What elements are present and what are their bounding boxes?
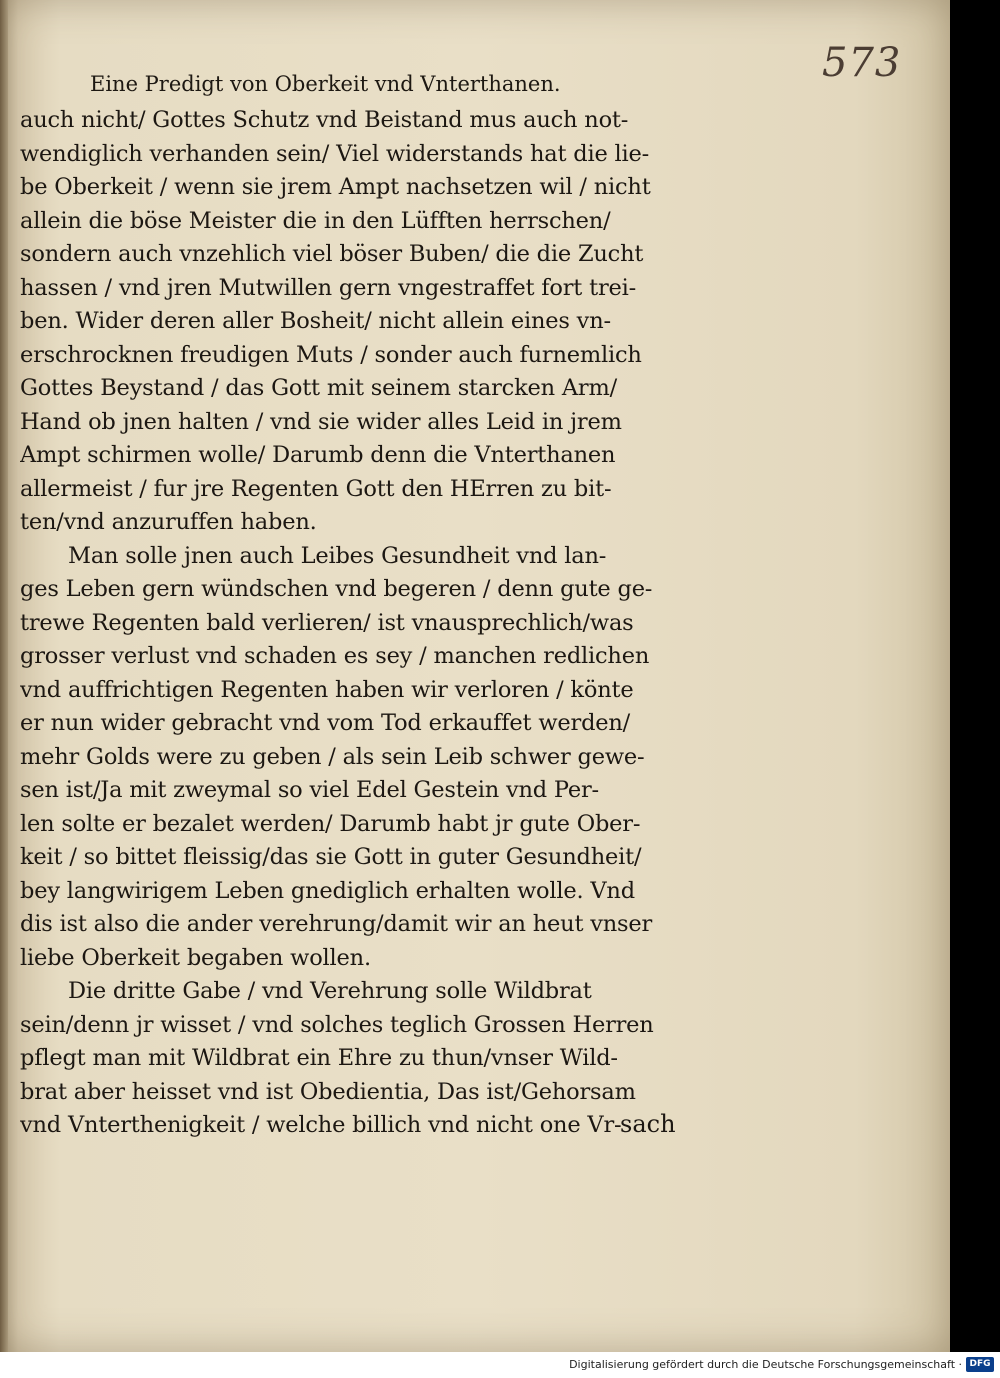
text-line: allermeist / fur jre Regenten Gott den HErren zu bit-	[20, 475, 612, 502]
text-line: vnd Vnterthenigkeit / welche billich vnd nicht one Vr-	[20, 1112, 622, 1138]
funding-credit: Digitalisierung gefördert durch die Deutsche Forschungsgemeinschaft ·	[569, 1358, 962, 1371]
text-line: Man solle jnen auch Leibes Gesundheit vnd lan-	[68, 542, 607, 569]
text-line: hassen / vnd jren Mutwillen gern vngestraffet fort trei-	[20, 274, 637, 301]
footer-bar	[0, 1352, 1000, 1378]
text-line: vnd auffrichtigen Regenten haben wir verloren / könte	[20, 676, 634, 703]
text-line: sondern auch vnzehlich viel böser Buben/ die die Zucht	[20, 241, 644, 267]
running-head: Eine Predigt von Oberkeit vnd Vnterthanen.	[90, 72, 561, 96]
catchword: sach	[620, 1110, 676, 1138]
text-line: sein/denn jr wisset / vnd solches teglich Grossen Herren	[20, 1011, 654, 1038]
text-line: Ampt schirmen wolle/ Darumb denn die Vnterthanen	[20, 442, 616, 468]
text-line: Hand ob jnen halten / vnd sie wider alles Leid in jrem	[20, 408, 622, 435]
text-line: ges Leben gern wündschen vnd begeren / denn gute ge-	[20, 576, 653, 602]
text-line: be Oberkeit / wenn sie jrem Ampt nachsetzen wil / nicht	[20, 174, 651, 200]
body-text	[20, 104, 680, 1143]
text-line: wendiglich verhanden sein/ Viel widerstands hat die lie-	[20, 140, 650, 167]
text-line: er nun wider gebracht vnd vom Tod erkauffet werden/	[20, 710, 631, 736]
text-line: keit / so bittet fleissig/das sie Gott in guter Gesundheit/	[20, 844, 642, 870]
text-line: sen ist/Ja mit zweymal so viel Edel Gestein vnd Per-	[20, 777, 599, 803]
text-line: ten/vnd anzuruffen haben.	[20, 509, 317, 535]
text-line: trewe Regenten bald verlieren/ ist vnausprechlich/was	[20, 609, 634, 636]
text-line: pflegt man mit Wildbrat ein Ehre zu thun/vnser Wild-	[20, 1045, 618, 1071]
text-line: brat aber heisset vnd ist Obedientia, Das ist/Gehorsam	[20, 1078, 636, 1105]
text-line: allein die böse Meister die in den Lüfften herrschen/	[20, 207, 611, 234]
text-line: liebe Oberkeit begaben wollen.	[20, 944, 371, 971]
dfg-logo-icon: DFG	[966, 1357, 994, 1372]
folio-number: 573	[822, 40, 902, 86]
text-line: bey langwirigem Leben gnediglich erhalten wolle. Vnd	[20, 877, 635, 904]
text-line: auch nicht/ Gottes Schutz vnd Beistand mus auch not-	[20, 107, 629, 133]
text-line: mehr Golds were zu geben / als sein Leib schwer gewe-	[20, 743, 645, 770]
text-line: Die dritte Gabe / vnd Verehrung solle Wildbrat	[68, 978, 592, 1004]
text-line: ben. Wider deren aller Bosheit/ nicht allein eines vn-	[20, 308, 611, 334]
text-line: Gottes Beystand / das Gott mit seinem starcken Arm/	[20, 375, 617, 401]
text-line: dis ist also die ander verehrung/damit wir an heut vnser	[20, 911, 653, 937]
text-line: erschrocknen freudigen Muts / sonder auch furnemlich	[20, 341, 642, 368]
text-line: len solte er bezalet werden/ Darumb habt jr gute Ober-	[20, 810, 641, 837]
text-line: grosser verlust vnd schaden es sey / manchen redlichen	[20, 643, 650, 669]
